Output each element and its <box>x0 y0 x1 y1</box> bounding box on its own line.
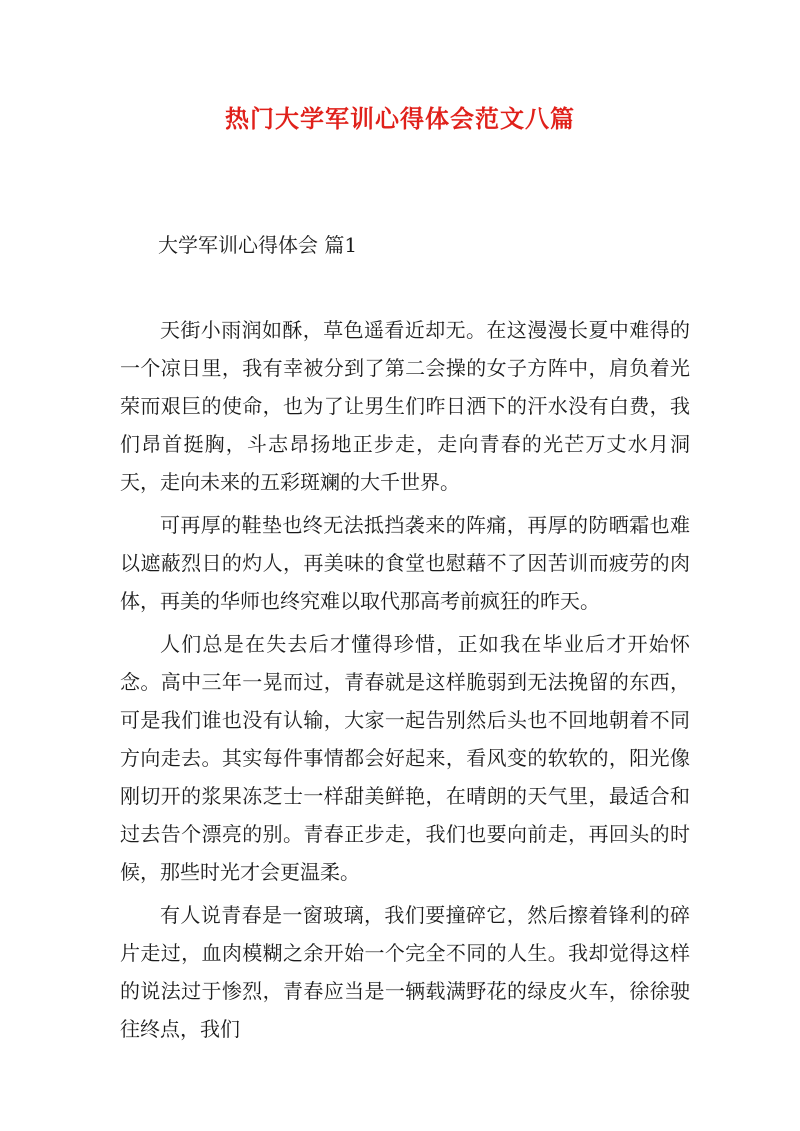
paragraph: 有人说青春是一窗玻璃，我们要撞碎它，然后擦着锋利的碎片走过，血肉模糊之余开始一个完全不同的人生。我却觉得这样的说法过于惨烈，青春应当是一辆载满野花的绿皮火车，徐徐驶往终点，我们 <box>120 903 690 1041</box>
section-heading: 大学军训心得体会 篇1 <box>158 233 358 257</box>
paragraph: 可再厚的鞋垫也终无法抵挡袭来的阵痛，再厚的防晒霜也难以遮蔽烈日的灼人，再美味的食堂也慰藉不了因苦训而疲劳的肉体，再美的华师也终究难以取代那高考前疯狂的昨天。 <box>120 513 690 613</box>
document-title: 热门大学军训心得体会范文八篇 <box>225 104 575 133</box>
paragraph: 人们总是在失去后才懂得珍惜，正如我在毕业后才开始怀念。高中三年一晃而过，青春就是这样脆弱到无法挽留的东西，可是我们谁也没有认输，大家一起告别然后头也不回地朝着不同方向走去。其实每件事情都会好起来，看风变的软软的，阳光像刚切开的浆果冻芝士一样甜美鲜艳，在晴朗的天气里，最适合和过去告个漂亮的别。青春正步走，我们也要向前走，再回头的时候，那些时光才会更温柔。 <box>120 632 690 884</box>
paragraph: 天街小雨润如酥，草色遥看近却无。在这漫漫长夏中难得的一个凉日里，我有幸被分到了第二会操的女子方阵中，肩负着光荣而艰巨的使命，也为了让男生们昨日洒下的汗水没有白费，我们昂首挺胸，斗志昂扬地正步走，走向青春的光芒万丈水月洞天，走向未来的五彩斑斓的大千世界。 <box>120 318 690 494</box>
body-text <box>120 311 690 1048</box>
